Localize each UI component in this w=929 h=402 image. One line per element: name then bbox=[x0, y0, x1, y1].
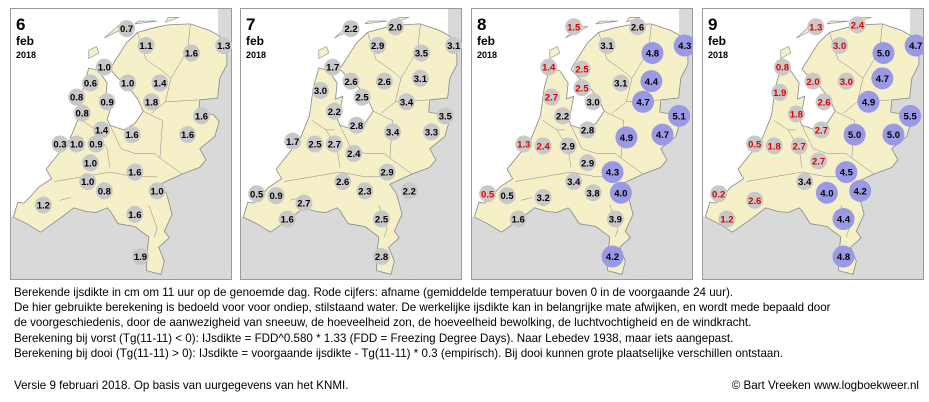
ice-thickness-value: 3.5 bbox=[414, 48, 429, 60]
station-marker bbox=[248, 185, 265, 202]
ice-thickness-value: 4.9 bbox=[861, 97, 876, 109]
station-marker bbox=[872, 42, 894, 64]
ice-thickness-value: 3.1 bbox=[413, 73, 427, 85]
station-marker bbox=[96, 182, 113, 199]
month-label: feb bbox=[708, 34, 726, 48]
station-marker bbox=[179, 126, 196, 143]
month-label: feb bbox=[477, 34, 495, 48]
station-marker bbox=[215, 37, 232, 54]
ice-thickness-value: 4.7 bbox=[875, 73, 889, 85]
ice-thickness-value: 0.5 bbox=[748, 139, 762, 151]
station-marker bbox=[816, 93, 833, 110]
ice-thickness-value: 1.3 bbox=[809, 22, 823, 34]
station-marker bbox=[88, 136, 105, 153]
station-marker bbox=[151, 75, 168, 92]
station-marker bbox=[412, 70, 429, 87]
station-marker bbox=[143, 93, 160, 110]
ice-thickness-value: 1.2 bbox=[36, 200, 50, 212]
station-marker bbox=[607, 211, 624, 228]
ice-thickness-value: 2.7 bbox=[814, 125, 828, 137]
ice-thickness-value: 4.8 bbox=[836, 252, 851, 264]
ice-thickness-value: 2.6 bbox=[344, 76, 358, 88]
station-marker bbox=[615, 126, 637, 148]
ice-thickness-value: 1.0 bbox=[83, 158, 98, 170]
ice-thickness-value: 2.9 bbox=[580, 158, 595, 170]
ice-thickness-value: 3.1 bbox=[614, 78, 628, 90]
ice-thickness-value: 1.1 bbox=[139, 41, 153, 53]
day-number: 9 bbox=[708, 15, 718, 34]
ice-thickness-value: 0.8 bbox=[75, 108, 89, 120]
station-marker bbox=[445, 37, 462, 54]
day-number: 8 bbox=[477, 15, 487, 34]
ice-thickness-value: 1.6 bbox=[511, 214, 525, 226]
ice-thickness-value: 1.4 bbox=[94, 125, 109, 137]
station-marker bbox=[565, 18, 582, 35]
station-marker bbox=[312, 82, 329, 99]
station-marker bbox=[137, 37, 154, 54]
ice-thickness-value: 1.3 bbox=[217, 41, 231, 53]
station-marker bbox=[384, 123, 401, 140]
map-panel bbox=[471, 8, 693, 280]
ice-thickness-value: 3.0 bbox=[833, 41, 847, 53]
ice-thickness-value: 1.6 bbox=[180, 130, 195, 142]
day-number: 6 bbox=[16, 15, 26, 34]
station-marker bbox=[535, 189, 552, 206]
station-marker bbox=[849, 180, 871, 202]
ice-thickness-value: 0.2 bbox=[712, 189, 726, 201]
month-label: feb bbox=[16, 34, 34, 48]
ice-thickness-value: 4.3 bbox=[678, 41, 692, 53]
map-panel bbox=[702, 8, 924, 280]
station-marker bbox=[858, 91, 880, 113]
station-marker bbox=[640, 70, 662, 92]
ice-thickness-value: 3.0 bbox=[313, 86, 328, 98]
ice-thickness-value: 2.4 bbox=[850, 20, 865, 32]
month-label: feb bbox=[246, 34, 264, 48]
ice-thickness-value: 2.7 bbox=[811, 156, 826, 168]
ice-thickness-value: 1.6 bbox=[184, 48, 199, 60]
station-marker bbox=[515, 136, 532, 153]
station-marker bbox=[423, 123, 440, 140]
station-marker bbox=[871, 67, 893, 89]
station-marker bbox=[560, 137, 577, 154]
ice-thickness-value: 4.4 bbox=[644, 76, 658, 88]
ice-thickness-value: 2.8 bbox=[349, 120, 364, 132]
caption-line: De hier gebruikte berekening is bedoeld voor voor ondiep, stilstaand water. De werkelijke ijsdikte kan in belangrijke mate afwijken, en wordt mede bepaald door bbox=[14, 301, 831, 315]
station-marker bbox=[835, 161, 857, 183]
ice-thickness-value: 1.0 bbox=[150, 186, 164, 198]
ice-thickness-value: 2.2 bbox=[402, 186, 416, 198]
station-marker bbox=[774, 59, 791, 76]
ice-thickness-value: 2.8 bbox=[580, 125, 595, 137]
station-marker bbox=[401, 182, 418, 199]
station-marker bbox=[746, 136, 763, 153]
ice-thickness-value: 3.3 bbox=[424, 127, 439, 139]
station-marker bbox=[641, 42, 663, 64]
ice-thickness-value: 1.6 bbox=[128, 209, 142, 221]
station-marker bbox=[540, 59, 557, 76]
ice-thickness-value: 4.7 bbox=[655, 130, 670, 142]
station-marker bbox=[437, 107, 454, 124]
ice-thickness-value: 2.6 bbox=[817, 97, 831, 109]
station-marker bbox=[574, 79, 591, 96]
station-marker bbox=[51, 136, 68, 153]
ice-thickness-value: 0.8 bbox=[97, 186, 111, 198]
map-panel bbox=[10, 8, 232, 280]
station-marker bbox=[343, 73, 360, 90]
ice-thickness-value: 4.9 bbox=[619, 133, 634, 145]
station-marker bbox=[326, 136, 343, 153]
station-marker bbox=[813, 121, 830, 138]
ice-thickness-value: 3.8 bbox=[586, 188, 600, 200]
ice-thickness-value: 2.6 bbox=[377, 76, 391, 88]
station-marker bbox=[183, 45, 200, 62]
station-marker bbox=[398, 93, 415, 110]
ice-thickness-value: 3.1 bbox=[600, 41, 614, 53]
ice-thickness-value: 3.1 bbox=[447, 41, 461, 53]
credit-link[interactable]: © Bart Vreeken www.logboekweer.nl bbox=[731, 379, 919, 392]
station-marker bbox=[387, 18, 404, 35]
station-marker bbox=[899, 105, 921, 127]
year-label: 2018 bbox=[477, 50, 498, 60]
station-marker bbox=[284, 133, 301, 150]
ice-thickness-value: 1.5 bbox=[567, 22, 581, 34]
ice-thickness-value: 1.4 bbox=[153, 78, 167, 90]
ice-thickness-value: 2.5 bbox=[575, 83, 589, 95]
ice-thickness-value: 0.6 bbox=[83, 78, 98, 90]
ice-thickness-value: 0.9 bbox=[100, 97, 114, 109]
caption-line: Berekende ijsdikte in cm om 11 uur op de genoemde dag. Rode cijfers: afname (gemiddelde temperatuur boven 0 in de voorgaande 24 uur). bbox=[14, 286, 734, 299]
station-marker bbox=[96, 59, 113, 76]
ice-thickness-value: 1.0 bbox=[97, 62, 111, 74]
ice-thickness-value: 2.7 bbox=[327, 139, 341, 151]
station-marker bbox=[35, 196, 52, 213]
ice-thickness-value: 1.7 bbox=[326, 62, 340, 74]
station-marker bbox=[499, 187, 516, 204]
station-marker bbox=[68, 136, 85, 153]
station-marker bbox=[746, 192, 763, 209]
station-marker bbox=[343, 20, 360, 37]
station-marker bbox=[651, 124, 673, 146]
ice-thickness-value: 3.0 bbox=[586, 97, 600, 109]
version-note: Versie 9 februari 2018. Op basis van uurgegevens van het KNMI. bbox=[14, 379, 349, 392]
ice-thickness-value: 2.2 bbox=[344, 24, 358, 36]
ice-thickness-value: 5.0 bbox=[886, 130, 901, 142]
ice-thickness-value: 2.5 bbox=[355, 92, 369, 104]
ice-thickness-value: 1.0 bbox=[121, 78, 135, 90]
station-marker bbox=[118, 20, 135, 37]
station-marker bbox=[268, 187, 285, 204]
station-marker bbox=[668, 105, 690, 127]
ice-thickness-value: 4.7 bbox=[909, 41, 923, 53]
station-marker bbox=[354, 89, 371, 106]
ice-thickness-value: 5.1 bbox=[672, 111, 686, 123]
ice-thickness-value: 1.0 bbox=[69, 139, 84, 151]
ice-thickness-value: 2.9 bbox=[561, 141, 575, 153]
station-marker bbox=[334, 173, 351, 190]
ice-thickness-value: 1.8 bbox=[144, 97, 159, 109]
ice-thickness-value: 2.8 bbox=[374, 252, 389, 264]
ice-thickness-value: 1.6 bbox=[128, 167, 142, 179]
station-marker bbox=[369, 37, 386, 54]
station-marker bbox=[279, 211, 296, 228]
station-marker bbox=[99, 93, 116, 110]
station-marker bbox=[543, 89, 560, 106]
ice-thickness-value: 5.5 bbox=[903, 111, 917, 123]
ice-thickness-value: 2.7 bbox=[297, 198, 311, 210]
ice-thickness-value: 1.7 bbox=[286, 136, 300, 148]
station-marker bbox=[844, 124, 866, 146]
ice-thickness-value: 1.0 bbox=[81, 177, 95, 189]
station-marker bbox=[413, 45, 430, 62]
station-marker bbox=[324, 59, 341, 76]
ice-thickness-value: 4.3 bbox=[605, 167, 620, 179]
ice-thickness-value: 2.3 bbox=[358, 186, 372, 198]
ice-thickness-value: 2.7 bbox=[544, 92, 559, 104]
ice-thickness-value: 0.8 bbox=[775, 62, 790, 74]
ice-thickness-value: 0.3 bbox=[53, 139, 67, 151]
station-marker bbox=[345, 145, 362, 162]
station-marker bbox=[376, 73, 393, 90]
ice-thickness-value: 4.5 bbox=[839, 167, 853, 179]
station-marker bbox=[833, 208, 855, 230]
station-marker bbox=[629, 18, 646, 35]
station-marker bbox=[598, 37, 615, 54]
station-marker bbox=[74, 105, 91, 122]
station-marker bbox=[348, 117, 365, 134]
station-marker bbox=[119, 75, 136, 92]
station-marker bbox=[771, 84, 788, 101]
ice-thickness-value: 2.5 bbox=[308, 139, 322, 151]
station-marker bbox=[68, 89, 85, 106]
ice-thickness-value: 1.9 bbox=[133, 252, 148, 264]
station-marker bbox=[807, 18, 824, 35]
station-marker bbox=[816, 182, 838, 204]
station-marker bbox=[379, 164, 396, 181]
station-marker bbox=[82, 154, 99, 171]
station-marker bbox=[306, 136, 323, 153]
ice-thickness-value: 5.0 bbox=[848, 130, 862, 142]
ice-thickness-value: 2.9 bbox=[371, 41, 385, 53]
ice-thickness-value: 2.6 bbox=[630, 22, 645, 34]
ice-thickness-value: 3.9 bbox=[608, 214, 622, 226]
ice-thickness-value: 0.5 bbox=[481, 189, 495, 201]
station-marker bbox=[579, 121, 596, 138]
ice-thickness-value: 3.4 bbox=[399, 97, 414, 109]
station-marker bbox=[766, 137, 783, 154]
station-marker bbox=[126, 206, 143, 223]
station-marker bbox=[718, 211, 735, 228]
station-marker bbox=[126, 164, 143, 181]
station-marker bbox=[132, 248, 149, 265]
ice-thickness-value: 1.4 bbox=[542, 62, 556, 74]
ice-thickness-value: 2.4 bbox=[536, 141, 550, 153]
station-marker bbox=[585, 93, 602, 110]
station-marker bbox=[610, 182, 632, 204]
ice-thickness-value: 2.4 bbox=[347, 148, 361, 160]
station-marker bbox=[574, 60, 591, 77]
station-marker bbox=[882, 124, 904, 146]
ice-thickness-value: 4.0 bbox=[614, 188, 628, 200]
station-marker bbox=[326, 103, 343, 120]
year-label: 2018 bbox=[246, 50, 267, 60]
station-marker bbox=[585, 184, 602, 201]
ice-thickness-value: 1.6 bbox=[280, 214, 294, 226]
ice-thickness-value: 1.3 bbox=[517, 139, 531, 151]
station-marker bbox=[193, 107, 210, 124]
ice-thickness-value: 1.8 bbox=[789, 109, 803, 121]
ice-thickness-value: 3.4 bbox=[798, 177, 812, 189]
ice-thickness-value: 3.0 bbox=[839, 76, 853, 88]
ice-thickness-value: 2.0 bbox=[388, 22, 403, 34]
station-marker bbox=[79, 173, 96, 190]
ice-thickness-value: 1.8 bbox=[767, 141, 781, 153]
caption-line: de voorgeschiedenis, door de aanwezigheid van sneeuw, de hoeveelheid zon, de hoeveelheid bewolking, de luchtvochtigheid en de windkracht. bbox=[14, 316, 752, 330]
station-marker bbox=[479, 185, 496, 202]
station-marker bbox=[805, 73, 822, 90]
station-marker bbox=[124, 126, 141, 143]
station-marker bbox=[612, 75, 629, 92]
ice-thickness-value: 3.2 bbox=[536, 193, 550, 205]
ice-thickness-value: 2.6 bbox=[748, 195, 762, 207]
ice-thickness-value: 0.9 bbox=[269, 191, 283, 203]
ice-thickness-value: 4.8 bbox=[645, 48, 660, 60]
station-marker bbox=[373, 248, 390, 265]
ice-thickness-value: 1.6 bbox=[194, 111, 209, 123]
ice-thickness-value: 4.7 bbox=[636, 97, 650, 109]
ice-thickness-value: 0.5 bbox=[500, 191, 514, 203]
station-marker bbox=[788, 105, 805, 122]
station-marker bbox=[810, 152, 827, 169]
station-marker bbox=[565, 173, 582, 190]
ice-thickness-value: 2.6 bbox=[336, 177, 350, 189]
ice-thickness-value: 2.9 bbox=[380, 167, 394, 179]
ice-thickness-value: 4.0 bbox=[820, 188, 834, 200]
station-marker bbox=[510, 211, 527, 228]
year-label: 2018 bbox=[16, 50, 37, 60]
ice-thickness-value: 3.4 bbox=[386, 127, 400, 139]
ice-thickness-value: 4.2 bbox=[605, 252, 620, 264]
station-marker bbox=[602, 246, 624, 268]
ice-thickness-value: 2.5 bbox=[575, 64, 589, 76]
station-marker bbox=[831, 37, 848, 54]
ice-thickness-value: 4.4 bbox=[836, 214, 851, 226]
ice-thickness-value: 2.7 bbox=[792, 141, 806, 153]
station-marker bbox=[838, 73, 855, 90]
ice-thickness-value: 2.2 bbox=[555, 111, 570, 123]
ice-thickness-value: 0.5 bbox=[250, 189, 264, 201]
ice-thickness-value: 1.6 bbox=[125, 130, 139, 142]
station-marker bbox=[149, 182, 166, 199]
caption-line: Berekening bij vorst (Tg(11-11) < 0): IJsdikte = FDD^0.580 * 1.33 (FDD = Freezing Degree Days). Naar Lebedev 1938, maar iets aangepast. bbox=[14, 331, 734, 345]
ice-thickness-value: 0.7 bbox=[119, 24, 134, 36]
station-marker bbox=[579, 154, 596, 171]
station-marker bbox=[82, 75, 99, 92]
year-label: 2018 bbox=[708, 50, 729, 60]
ice-thickness-value: 2.2 bbox=[327, 106, 341, 118]
day-number: 7 bbox=[246, 15, 256, 34]
station-marker bbox=[373, 211, 390, 228]
station-marker bbox=[796, 173, 813, 190]
station-marker bbox=[602, 161, 624, 183]
caption-line: Berekening bij dooi (Tg(11-11) > 0): IJsdikte = voorgaande ijsdikte - Tg(11-11) * 0.3 (empirisch). Bij dooi kunnen grote plaatselijke verschillen ontstaan. bbox=[14, 346, 784, 360]
station-marker bbox=[295, 195, 312, 212]
ice-thickness-value: 2.5 bbox=[374, 214, 389, 226]
ice-thickness-value: 1.2 bbox=[720, 214, 734, 226]
station-marker bbox=[356, 182, 373, 199]
ice-thickness-value: 0.8 bbox=[69, 92, 84, 104]
station-marker bbox=[535, 137, 552, 154]
caption bbox=[14, 285, 919, 361]
station-marker bbox=[833, 246, 855, 268]
station-marker bbox=[710, 185, 727, 202]
ice-thickness-value: 5.0 bbox=[876, 48, 891, 60]
map-panel bbox=[240, 8, 462, 280]
station-marker bbox=[632, 91, 654, 113]
ice-thickness-value: 3.4 bbox=[567, 177, 581, 189]
ice-thickness-value: 4.2 bbox=[853, 186, 867, 198]
ice-thickness-value: 0.9 bbox=[89, 139, 103, 151]
ice-thickness-value: 2.0 bbox=[806, 76, 820, 88]
ice-thickness-value: 1.9 bbox=[773, 88, 787, 100]
station-marker bbox=[554, 107, 571, 124]
station-marker bbox=[791, 137, 808, 154]
ice-thickness-value: 3.5 bbox=[438, 111, 452, 123]
station-marker bbox=[849, 16, 866, 33]
